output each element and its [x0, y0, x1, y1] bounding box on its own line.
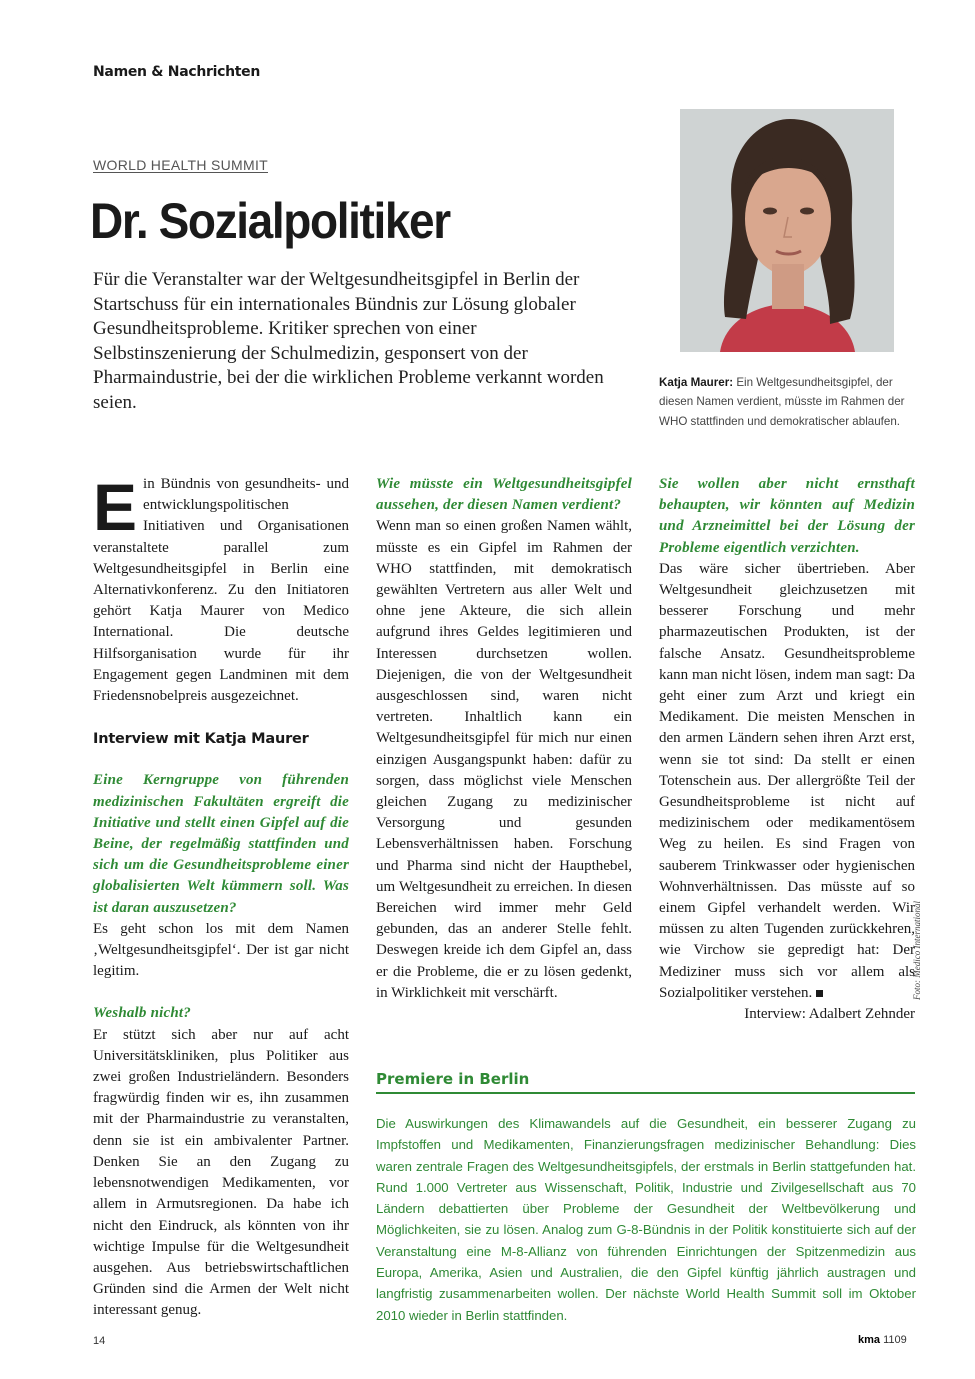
- interview-byline: Interview: Adalbert Zehnder: [744, 1006, 915, 1023]
- footer-issue: [858, 1334, 907, 1346]
- photo-caption: [659, 373, 919, 431]
- footer-brand-logo: kma: [858, 1334, 881, 1346]
- section-label: Namen & Nachrichten: [93, 64, 261, 80]
- infobox-divider: [376, 1092, 915, 1094]
- article-title: Dr. Sozialpolitiker: [90, 193, 450, 249]
- answer-2: Er stützt sich aber nur auf acht Universitätskliniken, plus Politiker aus zwei großen Industrieländern. Besonders fragwürdig finden wir es, ihn zusammen mit der Pharmaindustrie zu veranstalten, denn sie ist ein ambivalenter Partner. Denken Sie an den Zugang zu lebensnotwendigen Medikamenten, vor allem in Armutsregionen. Da habe ich nicht den Eindruck, als könnten von ihr wichtige Impulse für die Weltgesundheit ausgehen. Aus betriebswirtschaftlichen Gründen sind die Armen der Welt nicht interessant genug.: [93, 1026, 349, 1319]
- photo-credit: [912, 880, 932, 1000]
- photo-credit-text: Foto: Medico International: [912, 901, 922, 1000]
- drop-cap: E: [93, 470, 138, 544]
- article-lead: Für die Veranstalter war der Weltgesundheitsgipfel in Berlin der Startschuss für ein internationales Bündnis zur Lösung globaler Gesundheitsprobleme. Kritiker sprechen von einer Selbstinszenierung der Schulmedizin, gesponsert von der Pharmaindustrie, bei der die wirklichen Probleme verkannt worden seien.: [93, 269, 604, 413]
- answer-3: Wenn man so einen großen Namen wählt, müsste es ein Gipfel im Rahmen der WHO stattfinden, mit demokratisch gewählten Vertretern aus aller Welt und ohne jene Akteure, die sich allein aufgrund ihres Geldes legitimieren und Interessen durchsetzen wollen. Diejenigen, die von der Weltgesundheit ausgeschlossen sind, waren nicht vertreten. Inhaltlich kann ein Weltgesundheitsgipfel für mich nur einen einzigen Ausgangspunkt haben: dafür zu sorgen, dass möglichst viele Menschen gleichen Zugang zu medizinischer Versorgung und gesunden Lebensverhältnissen haben. Forschung und Pharma sind nicht der Haupthebel, um Weltgesundheit zu erreichen. In diesen Bereichen wird immer mehr Geld gebunden, das an anderer Stelle fehlt. Deswegen kreide ich dem Gipfel an, dass er die Probleme, die er zu lösen gedenkt, in Wirklichkeit mit verschärft.: [376, 518, 632, 1001]
- answer-4: [659, 559, 915, 1004]
- end-mark-icon: [816, 990, 823, 997]
- answer-4-text: Das wäre sicher übertrieben. Aber Weltgesundheit gleichzusetzen mit besserer Forschung und mehr pharmazeutischen Produkten, ist der falsche Ansatz. Gesundheitsprobleme kann man nicht lösen, indem man sagt: Da geht einer zum Arzt und kriegt ein Medikament. Die meisten Menschen in den armen Ländern sehen ihren Arzt erst, wenn sie tot sind: Da stellt er einen Totenschein aus. Der allergrößte Teil der Gesundheitsprobleme ist nicht auf medizinischem oder medikamentösem Weg zu heilen. Es sind Fragen von sauberem Trinkwasser oder hygienischen Wohnverhältnissen. Das müsste auf so einem Gipfel verhandelt werden. Wir müssen zu alten Tugenden zurückkehren, wie Virchow sie gepredigt hat: Der Mediziner muss sich vor allem als Sozialpolitiker verstehen.: [659, 560, 915, 1001]
- infobox-title: Premiere in Berlin: [376, 1070, 530, 1088]
- intro-paragraph: [93, 470, 349, 707]
- page-number: 14: [93, 1335, 106, 1347]
- column-3: [659, 474, 915, 1025]
- question-3: Wie müsste ein Weltgesundheitsgipfel aussehen, der diesen Namen verdient?: [376, 476, 632, 514]
- portrait-photo: [680, 109, 894, 352]
- question-1: Eine Kerngruppe von führenden medizinischen Fakultäten ergreift die Initiative und stellt einen Gipfel auf die Beine, der regelmäßig stattfinden und sich um die Gesundheitsprobleme einer globalisierten Welt kümmern soll. Was ist daran auszusetzen?: [93, 772, 349, 916]
- footer-issue-number: 1109: [880, 1334, 907, 1346]
- interview-heading: Interview mit Katja Maurer: [93, 731, 309, 748]
- infobox-text: Die Auswirkungen des Klimawandels auf die Gesundheit, ein besserer Zugang zu Impfstoffen und Medikamenten, Finanzierungsfragen medizinischer Behandlung: Dies waren zentrale Fragen des Weltgesundheitsgipfels, der erstmals in Berlin stattgefunden hat. Rund 1.000 Vertreter aus Wissenschaft, Politik, Industrie und Zivilgesellschaft aus 70 Ländern debattierten über Probleme der Gesundheit der Weltbevölkerung und Möglichkeiten, sie zu lösen. Analog zum G-8-Bündnis in der Politik konstituierte sich auf der Veranstaltung eine M-8-Allianz von führenden Einrichtungen der Spitzenmedizin aus Europa, Amerika, Asien und Australien, die den Gipfel künftig jährlich austragen und langfristig zusammenarbeiten wollen. Der nächste World Health Summit soll im Oktober 2010 wieder in Berlin stattfinden.: [376, 1116, 916, 1323]
- question-4: Sie wollen aber nicht ernsthaft behaupten, wir könnten auf Medizin und Arzneimittel bei der Lösung der Probleme eigentlich verzichten.: [659, 476, 915, 556]
- caption-name: Katja Maurer:: [659, 376, 734, 389]
- question-2: Weshalb nicht?: [93, 1005, 191, 1022]
- article-kicker: WORLD HEALTH SUMMIT: [93, 157, 268, 173]
- caption-text: Ein Weltgesundheitsgipfel, der diesen Namen verdient, müsste im Rahmen der WHO stattfinden und demokratischer ablaufen.: [659, 376, 905, 428]
- column-1: [93, 470, 349, 1322]
- answer-1: Es geht schon los mit dem Namen ‚Weltgesundheitsgipfel‘. Der ist gar nicht legitim.: [93, 920, 349, 980]
- column-2: [376, 474, 632, 1004]
- intro-text: in Bündnis von gesundheits- und entwicklungspolitischen Initiativen und Organisationen veranstaltete parallel zum Weltgesundheitsgipfel in Berlin eine Alternativkonferenz. Zu den Initiatoren gehört Katja Maurer von Medico International. Die deutsche Hilfsorganisation wurde für ihr Engagement gegen Landminen mit dem Friedensnobelpreis ausgezeichnet.: [93, 476, 349, 705]
